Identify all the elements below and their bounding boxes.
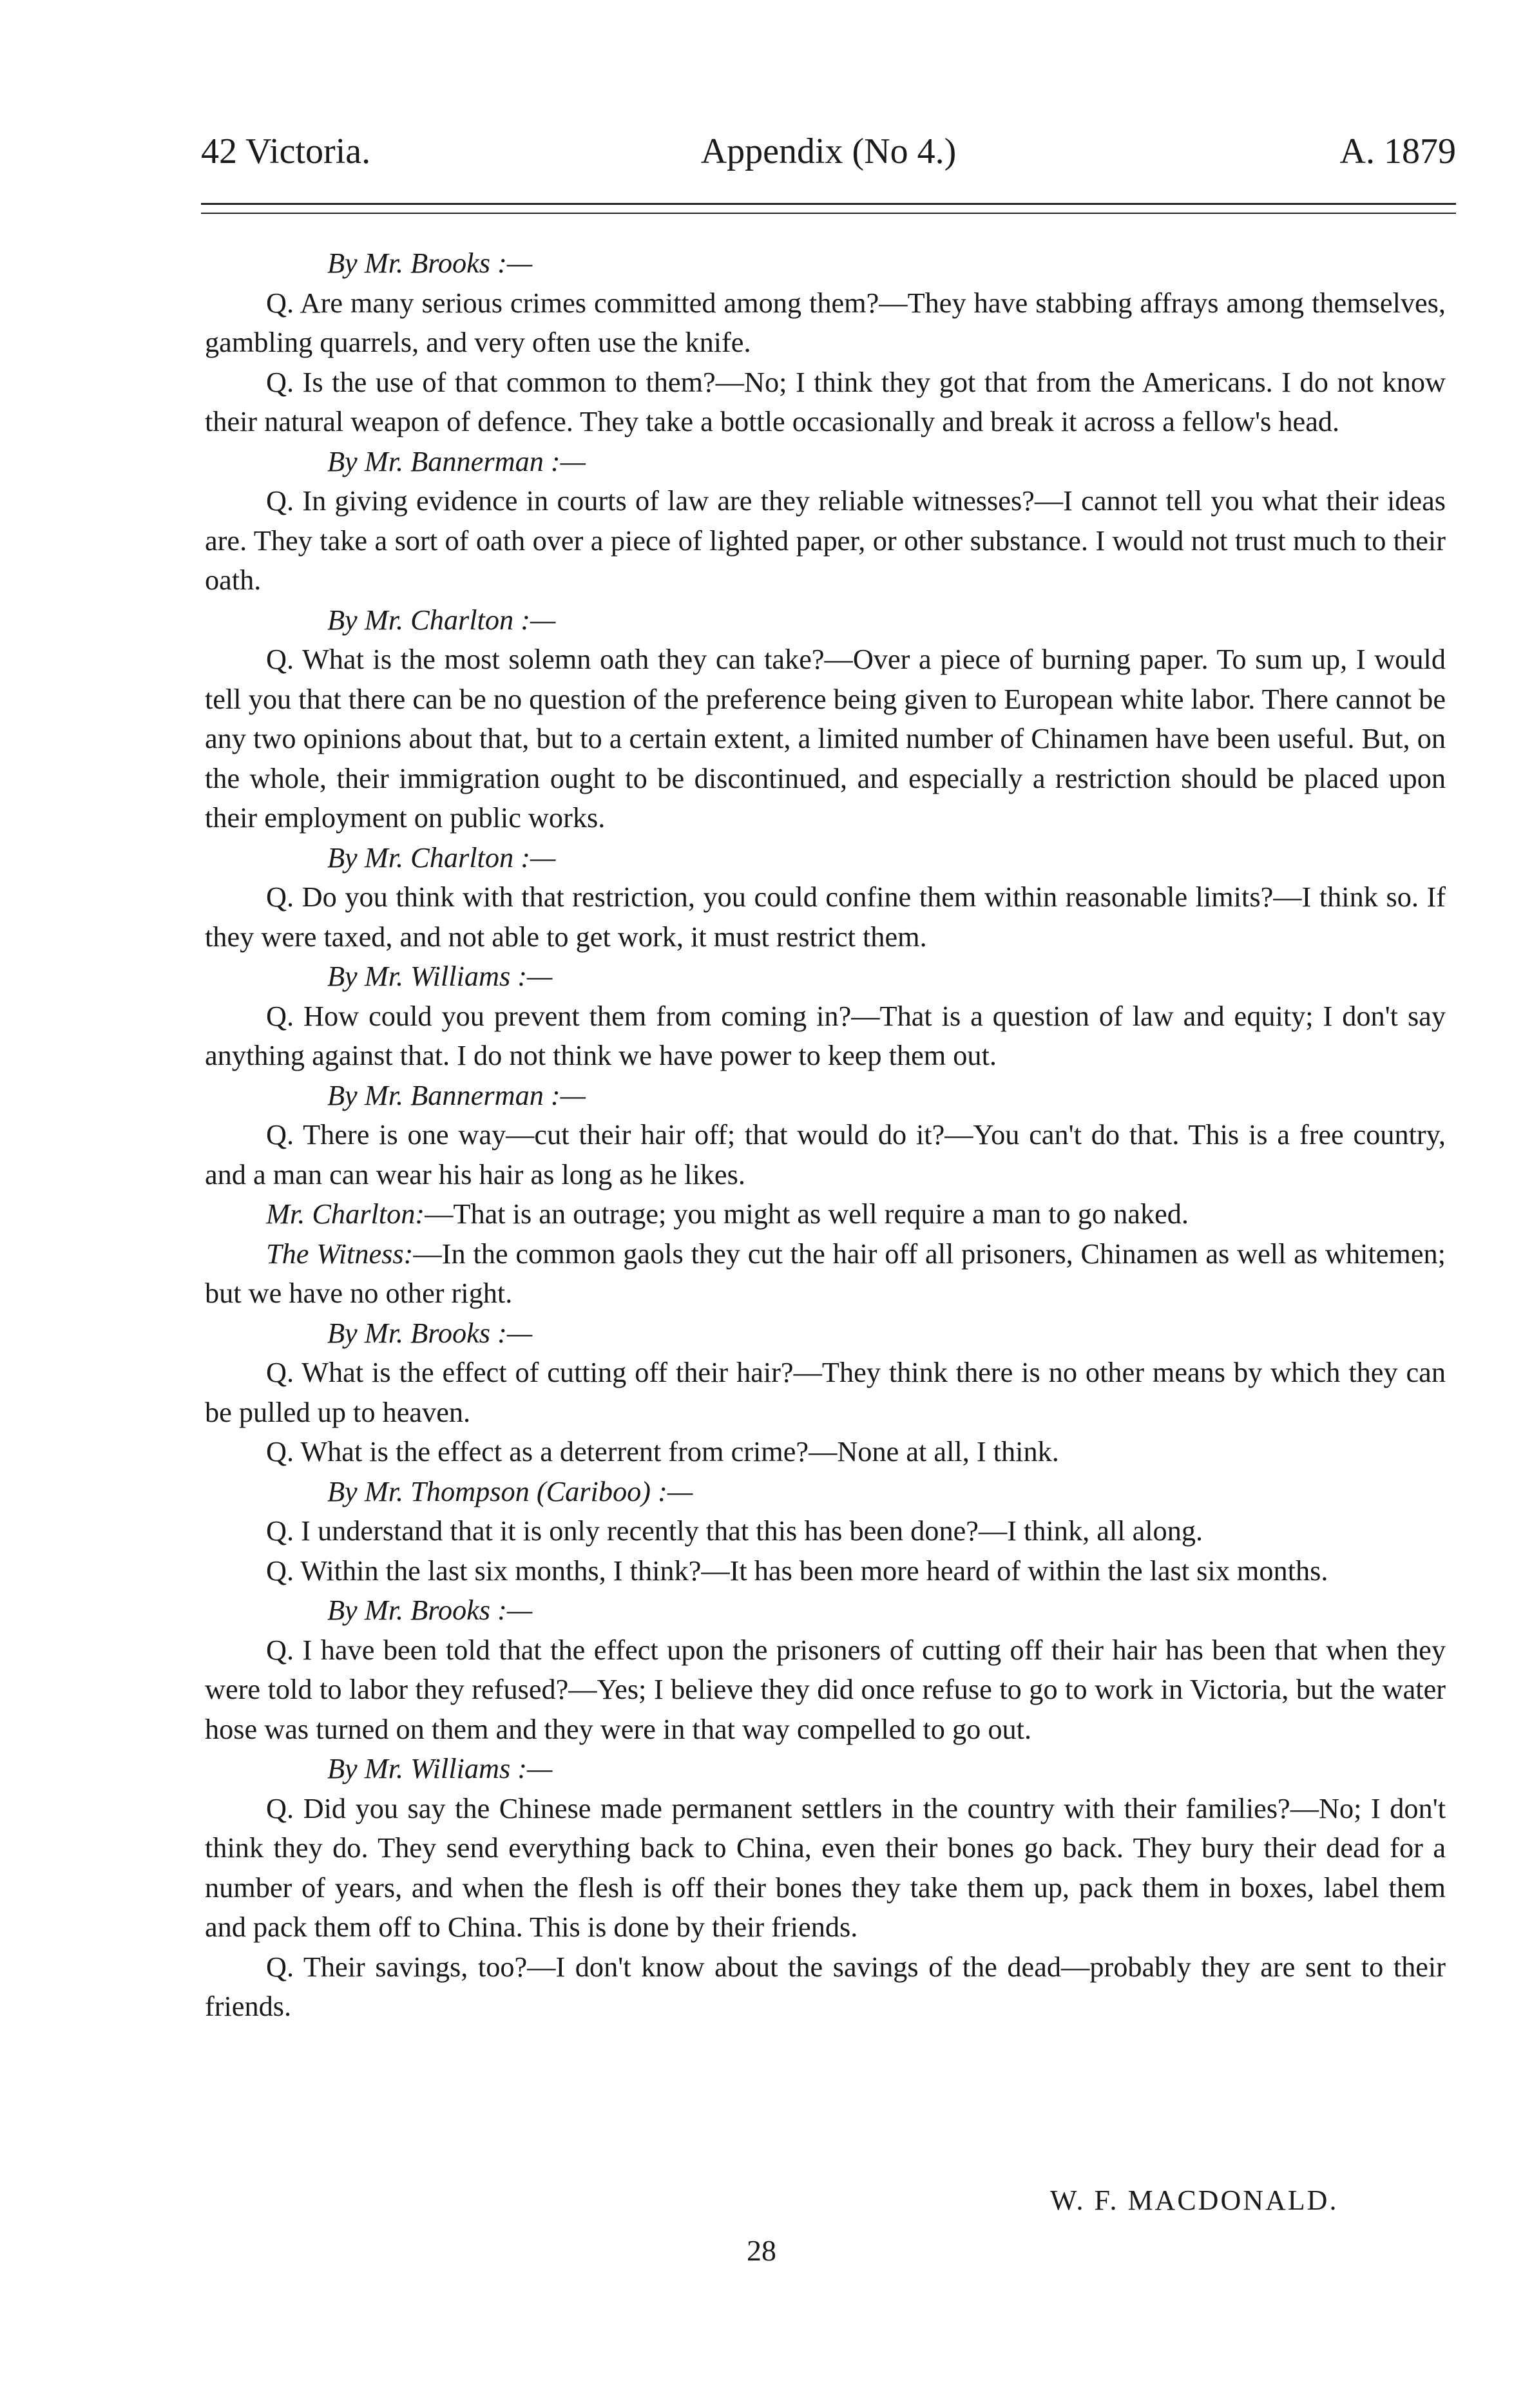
examiner-heading: By Mr. Bannerman :— [327, 445, 586, 477]
question-answer: Q. I understand that it is only recently that this has been done?—I think, all along. [266, 1515, 1203, 1547]
question-answer: Q. What is the effect of cutting off their hair?—They think there is no other means by which they can be pulled up to heaven. [205, 1357, 1446, 1428]
question-answer: Q. What is the effect as a deterrent from crime?—None at all, I think. [266, 1436, 1059, 1467]
interjection [205, 1194, 1446, 1234]
interjection-speaker: The Witness: [266, 1237, 414, 1270]
interjection-text: —That is an outrage; you might as well require a man to go naked. [425, 1198, 1189, 1230]
witness-signature: W. F. MACDONALD. [1050, 2184, 1339, 2216]
testimony-body [205, 244, 1446, 2027]
header-rule-bottom [201, 213, 1456, 214]
examiner-heading: By Mr. Thompson (Cariboo) :— [327, 1475, 693, 1507]
session-label: 42 Victoria. [201, 131, 371, 171]
question-answer: Q. Do you think with that restriction, you could confine them within reasonable limits?—I think so. If they were taxed, and not able to get work, it must restrict them. [205, 881, 1446, 953]
question-answer: Q. Is the use of that common to them?—No; I think they got that from the Americans. I do not know their natural weapon of defence. They take a bottle occasionally and break it across a fellow's head. [205, 366, 1446, 437]
examiner-heading: By Mr. Williams :— [327, 960, 553, 992]
running-head [201, 122, 1456, 180]
examiner-heading: By Mr. Brooks :— [327, 1317, 533, 1349]
year-label: A. 1879 [1339, 131, 1456, 171]
question-answer: Q. How could you prevent them from coming in?—That is a question of law and equity; I don't say anything against that. I do not think we have power to keep them out. [205, 1000, 1446, 1071]
header-rule-top [201, 203, 1456, 205]
question-answer: Q. Within the last six months, I think?—It has been more heard of within the last six months. [266, 1554, 1328, 1587]
question-answer: Q. I have been told that the effect upon the prisoners of cutting off their hair has been that when they were told to labor they refused?—Yes; I believe they did once refuse to go to work in Victoria, but the water hose was turned on them and they were in that way compelled to go out. [205, 1634, 1446, 1745]
interjection-text: —In the common gaols they cut the hair off all prisoners, Chinamen as well as whitemen; but we have no other right. [205, 1237, 1446, 1309]
examiner-heading: By Mr. Brooks :— [327, 1594, 533, 1626]
examiner-heading: By Mr. Brooks :— [327, 247, 533, 279]
question-answer: Q. Did you say the Chinese made permanent settlers in the country with their families?—No; I don't think they do. They send everything back to China, even their bones go back. They bury their dead for a number of years, and when the flesh is off their bones they take them up, pack them in boxes, label them and pack them off to China. This is done by their friends. [205, 1792, 1446, 1943]
question-answer: Q. There is one way—cut their hair off; that would do it?—You can't do that. This is a free country, and a man can wear his hair as long as he likes. [205, 1119, 1446, 1190]
appendix-label: Appendix (No 4.) [700, 131, 957, 171]
question-answer: Q. In giving evidence in courts of law are they reliable witnesses?—I cannot tell you what their ideas are. They take a sort of oath over a piece of lighted paper, or other substance. I would not trust much to their oath. [205, 485, 1446, 596]
examiner-heading: By Mr. Charlton :— [327, 841, 556, 874]
examiner-heading: By Mr. Bannerman :— [327, 1079, 586, 1111]
question-answer: Q. Their savings, too?—I don't know about the savings of the dead—probably they are sent to their friends. [205, 1951, 1446, 2022]
question-answer: Q. What is the most solemn oath they can take?—Over a piece of burning paper. To sum up, I would tell you that there can be no question of the preference being given to European white labor. There cannot be any two opinions about that, but to a certain extent, a limited number of Chinamen have been useful. But, on the whole, their immigration ought to be discontinued, and especially a restriction should be placed upon their employment on public works. [205, 644, 1446, 834]
interjection [205, 1234, 1446, 1314]
examiner-heading: By Mr. Charlton :— [327, 604, 556, 636]
page-number: 28 [747, 2234, 776, 2267]
interjection-speaker: Mr. Charlton: [266, 1198, 425, 1230]
examiner-heading: By Mr. Williams :— [327, 1753, 553, 1784]
question-answer: Q. Are many serious crimes committed among them?—They have stabbing affrays among themselves, gambling quarrels, and very often use the knife. [205, 287, 1446, 358]
